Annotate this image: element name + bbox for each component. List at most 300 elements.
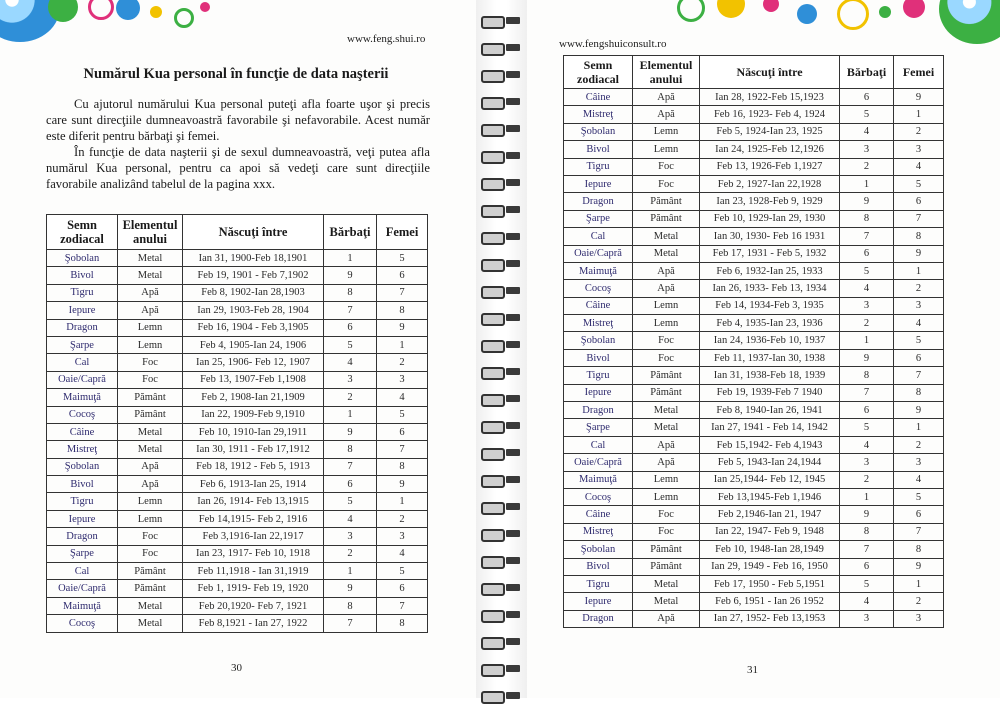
table-row	[47, 406, 428, 423]
cell-men: 7	[840, 541, 894, 558]
table-row	[47, 510, 428, 527]
cell-women: 9	[894, 558, 944, 575]
cell-women: 5	[377, 250, 428, 267]
cell-sign: Dragon	[564, 193, 633, 210]
cell-men: 6	[840, 558, 894, 575]
binding-coil	[478, 689, 524, 703]
cell-born: Feb 15,1942- Feb 4,1943	[700, 436, 840, 453]
cell-element: Metal	[633, 575, 700, 592]
cell-men: 4	[840, 280, 894, 297]
cell-men: 9	[324, 580, 377, 597]
cell-element: Lemn	[118, 336, 183, 353]
cell-women: 5	[377, 563, 428, 580]
cell-element: Lemn	[633, 297, 700, 314]
cell-born: Feb 14, 1934-Feb 3, 1935	[700, 297, 840, 314]
cell-element: Foc	[633, 332, 700, 349]
binding-coil	[478, 284, 524, 298]
cell-element: Pământ	[633, 193, 700, 210]
binding-coil	[478, 419, 524, 433]
cell-sign: Tigru	[47, 493, 118, 510]
binding-coil	[478, 14, 524, 28]
binding-coil	[478, 662, 524, 676]
cell-element: Lemn	[633, 141, 700, 158]
cell-sign: Cocoş	[564, 488, 633, 505]
table-row	[564, 436, 944, 453]
cell-sign: Şarpe	[47, 545, 118, 562]
cell-sign: Cal	[47, 563, 118, 580]
cell-women: 1	[894, 419, 944, 436]
cell-element: Metal	[118, 615, 183, 632]
header-born: Născuţi între	[183, 215, 324, 250]
cell-born: Feb 5, 1943-Ian 24,1944	[700, 454, 840, 471]
table-row	[564, 506, 944, 523]
cell-sign: Iepure	[564, 175, 633, 192]
cell-born: Feb 8, 1940-Ian 26, 1941	[700, 402, 840, 419]
cell-men: 1	[324, 563, 377, 580]
table-row	[564, 123, 944, 140]
table-row	[47, 389, 428, 406]
cell-men: 6	[840, 89, 894, 106]
header-men: Bărbaţi	[324, 215, 377, 250]
cell-born: Feb 17, 1950 - Feb 5,1951	[700, 575, 840, 592]
table-row	[47, 528, 428, 545]
cell-born: Ian 27, 1941 - Feb 14, 1942	[700, 419, 840, 436]
cell-women: 8	[894, 541, 944, 558]
cell-women: 8	[894, 384, 944, 401]
cell-sign: Câine	[564, 297, 633, 314]
table-row	[47, 615, 428, 632]
cell-born: Ian 26, 1933- Feb 13, 1934	[700, 280, 840, 297]
table-row	[564, 280, 944, 297]
cell-sign: Mistreţ	[47, 441, 118, 458]
decorative-bubble	[174, 8, 194, 28]
page-number: 31	[747, 664, 758, 676]
cell-women: 9	[377, 319, 428, 336]
cell-element: Metal	[118, 250, 183, 267]
cell-women: 6	[894, 349, 944, 366]
binding-coil	[478, 311, 524, 325]
cell-born: Feb 3,1916-Ian 22,1917	[183, 528, 324, 545]
cell-sign: Maimuţă	[564, 471, 633, 488]
cell-element: Pământ	[633, 384, 700, 401]
cell-born: Feb 13,1945-Feb 1,1946	[700, 488, 840, 505]
cell-element: Foc	[118, 528, 183, 545]
cell-sign: Dragon	[564, 402, 633, 419]
binding-coil	[478, 365, 524, 379]
decorative-bubble	[939, 0, 1000, 44]
table-row	[47, 371, 428, 388]
table-header-row	[47, 215, 428, 250]
cell-element: Lemn	[633, 488, 700, 505]
decorative-bubble	[903, 0, 925, 18]
table-row	[564, 488, 944, 505]
cell-sign: Cal	[564, 436, 633, 453]
table-row	[564, 454, 944, 471]
binding-coil	[478, 230, 524, 244]
cell-born: Feb 13, 1907-Feb 1,1908	[183, 371, 324, 388]
cell-women: 2	[894, 436, 944, 453]
cell-sign: Cocoş	[564, 280, 633, 297]
header-sign: Semn zodiacal	[47, 215, 118, 250]
cell-women: 1	[894, 106, 944, 123]
table-row	[564, 541, 944, 558]
cell-sign: Şobolan	[564, 332, 633, 349]
cell-women: 2	[377, 354, 428, 371]
header-element: Elementul anului	[118, 215, 183, 250]
cell-born: Ian 29, 1949 - Feb 16, 1950	[700, 558, 840, 575]
cell-born: Feb 19, 1901 - Feb 7,1902	[183, 267, 324, 284]
table-row	[47, 580, 428, 597]
cell-men: 6	[840, 245, 894, 262]
cell-women: 3	[894, 454, 944, 471]
cell-born: Feb 11, 1937-Ian 30, 1938	[700, 349, 840, 366]
cell-born: Feb 10, 1948-Ian 28,1949	[700, 541, 840, 558]
cell-element: Metal	[118, 267, 183, 284]
cell-born: Ian 23, 1928-Feb 9, 1929	[700, 193, 840, 210]
cell-element: Lemn	[633, 123, 700, 140]
cell-born: Ian 25, 1906- Feb 12, 1907	[183, 354, 324, 371]
cell-men: 7	[840, 384, 894, 401]
cell-women: 5	[894, 332, 944, 349]
decorative-bubble	[116, 0, 140, 20]
cell-sign: Bivol	[564, 349, 633, 366]
cell-sign: Cal	[564, 228, 633, 245]
cell-sign: Oaie/Capră	[564, 245, 633, 262]
cell-women: 7	[894, 367, 944, 384]
cell-women: 8	[377, 615, 428, 632]
cell-men: 4	[324, 510, 377, 527]
cell-men: 3	[840, 141, 894, 158]
cell-men: 1	[840, 332, 894, 349]
table-row	[564, 175, 944, 192]
table-row	[564, 523, 944, 540]
cell-women: 6	[377, 580, 428, 597]
cell-women: 4	[894, 158, 944, 175]
cell-men: 2	[324, 389, 377, 406]
cell-women: 6	[377, 267, 428, 284]
table-body	[47, 250, 428, 633]
table-row	[47, 267, 428, 284]
cell-women: 8	[377, 458, 428, 475]
cell-sign: Câine	[47, 423, 118, 440]
cell-men: 1	[840, 175, 894, 192]
table-row	[564, 141, 944, 158]
cell-women: 9	[894, 245, 944, 262]
cell-women: 7	[377, 441, 428, 458]
page-url: www.fengshuiconsult.ro	[559, 38, 667, 50]
cell-sign: Mistreţ	[564, 106, 633, 123]
cell-women: 8	[377, 302, 428, 319]
cell-born: Feb 2,1946-Ian 21, 1947	[700, 506, 840, 523]
cell-sign: Câine	[564, 506, 633, 523]
left-page	[0, 0, 476, 698]
cell-element: Lemn	[118, 510, 183, 527]
cell-women: 9	[894, 89, 944, 106]
cell-sign: Mistreţ	[564, 523, 633, 540]
table-row	[47, 441, 428, 458]
cell-born: Feb 2, 1908-Ian 21,1909	[183, 389, 324, 406]
cell-element: Pământ	[633, 210, 700, 227]
header-women: Femei	[377, 215, 428, 250]
cell-sign: Şarpe	[47, 336, 118, 353]
cell-men: 6	[324, 476, 377, 493]
cell-born: Feb 6, 1913-Ian 25, 1914	[183, 476, 324, 493]
cell-born: Ian 28, 1922-Feb 15,1923	[700, 89, 840, 106]
table-row	[564, 228, 944, 245]
cell-element: Lemn	[633, 471, 700, 488]
decorative-bubble	[150, 6, 162, 18]
table-row	[47, 563, 428, 580]
table-row	[47, 545, 428, 562]
cell-born: Feb 10, 1929-Ian 29, 1930	[700, 210, 840, 227]
cell-element: Apă	[633, 610, 700, 627]
table-row	[564, 558, 944, 575]
binding-coil	[478, 41, 524, 55]
cell-element: Lemn	[118, 493, 183, 510]
cell-men: 1	[324, 406, 377, 423]
binding-coil	[478, 338, 524, 352]
cell-women: 5	[894, 175, 944, 192]
table-row	[564, 384, 944, 401]
cell-element: Pământ	[633, 558, 700, 575]
cell-women: 9	[377, 476, 428, 493]
binding-coil	[478, 554, 524, 568]
table-row	[564, 89, 944, 106]
cell-men: 8	[324, 597, 377, 614]
cell-element: Apă	[118, 476, 183, 493]
header-sign: Semn zodiacal	[564, 56, 633, 89]
table-row	[47, 250, 428, 267]
header-born: Născuţi între	[700, 56, 840, 89]
cell-sign: Tigru	[564, 575, 633, 592]
cell-born: Ian 25,1944- Feb 12, 1945	[700, 471, 840, 488]
cell-born: Ian 30, 1930- Feb 16 1931	[700, 228, 840, 245]
table-row	[47, 354, 428, 371]
cell-element: Lemn	[633, 315, 700, 332]
cell-men: 9	[324, 423, 377, 440]
spiral-binding	[476, 0, 527, 698]
cell-sign: Şobolan	[564, 123, 633, 140]
cell-men: 2	[324, 545, 377, 562]
cell-sign: Iepure	[47, 510, 118, 527]
cell-element: Metal	[118, 441, 183, 458]
cell-men: 8	[840, 523, 894, 540]
table-row	[564, 349, 944, 366]
cell-men: 8	[324, 441, 377, 458]
binding-coil	[478, 203, 524, 217]
binding-coil	[478, 473, 524, 487]
cell-sign: Dragon	[47, 319, 118, 336]
cell-sign: Dragon	[564, 610, 633, 627]
cell-sign: Cocoş	[47, 615, 118, 632]
cell-element: Foc	[118, 354, 183, 371]
binding-coil	[478, 122, 524, 136]
cell-element: Apă	[118, 302, 183, 319]
binding-coil	[478, 95, 524, 109]
cell-men: 2	[840, 158, 894, 175]
cell-men: 7	[840, 228, 894, 245]
cell-element: Metal	[633, 593, 700, 610]
page-url: www.feng.shui.ro	[347, 33, 426, 45]
cell-women: 6	[894, 193, 944, 210]
cell-men: 9	[324, 267, 377, 284]
cell-men: 5	[840, 106, 894, 123]
cell-women: 5	[377, 406, 428, 423]
cell-sign: Şobolan	[47, 458, 118, 475]
table-row	[47, 493, 428, 510]
cell-element: Metal	[118, 597, 183, 614]
cell-men: 1	[840, 488, 894, 505]
cell-men: 3	[324, 371, 377, 388]
cell-women: 4	[894, 315, 944, 332]
cell-element: Foc	[118, 371, 183, 388]
cell-element: Foc	[633, 506, 700, 523]
table-row	[564, 402, 944, 419]
table-row	[47, 597, 428, 614]
cell-sign: Bivol	[564, 141, 633, 158]
binding-coil	[478, 392, 524, 406]
cell-element: Foc	[633, 523, 700, 540]
cell-sign: Şarpe	[564, 419, 633, 436]
table-body	[564, 89, 944, 628]
table-row	[564, 575, 944, 592]
cell-men: 7	[324, 615, 377, 632]
cell-sign: Oaie/Capră	[47, 371, 118, 388]
cell-women: 7	[377, 284, 428, 301]
table-row	[564, 210, 944, 227]
cell-born: Ian 29, 1903-Feb 28, 1904	[183, 302, 324, 319]
cell-men: 9	[840, 349, 894, 366]
cell-men: 1	[324, 250, 377, 267]
table-row	[564, 610, 944, 627]
cell-sign: Iepure	[564, 384, 633, 401]
cell-element: Pământ	[118, 406, 183, 423]
cell-women: 3	[894, 610, 944, 627]
cell-born: Feb 16, 1923- Feb 4, 1924	[700, 106, 840, 123]
decorative-bubble	[837, 0, 869, 30]
table-row	[564, 419, 944, 436]
cell-born: Ian 24, 1925-Feb 12,1926	[700, 141, 840, 158]
binding-coil	[478, 581, 524, 595]
cell-born: Feb 8, 1902-Ian 28,1903	[183, 284, 324, 301]
cell-sign: Maimuţă	[47, 389, 118, 406]
cell-women: 7	[894, 523, 944, 540]
cell-born: Feb 6, 1932-Ian 25, 1933	[700, 262, 840, 279]
cell-born: Feb 8,1921 - Ian 27, 1922	[183, 615, 324, 632]
cell-women: 2	[894, 123, 944, 140]
cell-women: 3	[377, 528, 428, 545]
cell-born: Feb 13, 1926-Feb 1,1927	[700, 158, 840, 175]
cell-men: 5	[840, 419, 894, 436]
cell-sign: Iepure	[564, 593, 633, 610]
cell-element: Foc	[118, 545, 183, 562]
cell-women: 6	[377, 423, 428, 440]
cell-born: Feb 18, 1912 - Feb 5, 1913	[183, 458, 324, 475]
cell-women: 3	[894, 297, 944, 314]
cell-born: Ian 27, 1952- Feb 13,1953	[700, 610, 840, 627]
decorative-bubble	[677, 0, 705, 22]
table-row	[564, 245, 944, 262]
intro-paragraph: Cu ajutorul numărului Kua personal puteţi afla foarte uşor şi precis care sunt direcţiile dumneavoastră favorabile şi nefavorabile. Acest număr este diferit pentru bărbaţi şi femei.	[46, 97, 430, 143]
cell-born: Feb 4, 1935-Ian 23, 1936	[700, 315, 840, 332]
cell-men: 8	[324, 284, 377, 301]
cell-element: Pământ	[118, 389, 183, 406]
cell-sign: Oaie/Capră	[47, 580, 118, 597]
header-men: Bărbaţi	[840, 56, 894, 89]
decorative-bubble	[200, 2, 210, 12]
header-women: Femei	[894, 56, 944, 89]
cell-element: Pământ	[118, 563, 183, 580]
cell-men: 5	[840, 262, 894, 279]
cell-sign: Mistreţ	[564, 315, 633, 332]
cell-men: 4	[324, 354, 377, 371]
cell-women: 4	[894, 471, 944, 488]
cell-men: 3	[324, 528, 377, 545]
table-row	[47, 423, 428, 440]
intro-paragraph: În funcţie de data naşterii şi de sexul dumneavoastră, veţi putea afla numărul Kua personal, pentru ca apoi să vedeţi care sunt direcţiile favorabile analizând tabelul de la pagina xxx.	[46, 145, 430, 191]
cell-born: Feb 20,1920- Feb 7, 1921	[183, 597, 324, 614]
cell-sign: Bivol	[47, 476, 118, 493]
decorative-bubble	[88, 0, 114, 20]
cell-women: 4	[377, 389, 428, 406]
cell-sign: Şarpe	[564, 210, 633, 227]
cell-born: Feb 17, 1931 - Feb 5, 1932	[700, 245, 840, 262]
cell-sign: Bivol	[47, 267, 118, 284]
cell-women: 2	[377, 510, 428, 527]
cell-born: Ian 26, 1914- Feb 13,1915	[183, 493, 324, 510]
cell-men: 5	[324, 336, 377, 353]
table-row	[564, 297, 944, 314]
cell-born: Ian 22, 1909-Feb 9,1910	[183, 406, 324, 423]
cell-element: Apă	[118, 458, 183, 475]
cell-women: 1	[377, 336, 428, 353]
cell-born: Feb 19, 1939-Feb 7 1940	[700, 384, 840, 401]
cell-element: Apă	[633, 106, 700, 123]
binding-coil	[478, 527, 524, 541]
cell-element: Lemn	[118, 319, 183, 336]
cell-sign: Dragon	[47, 528, 118, 545]
cell-born: Feb 16, 1904 - Feb 3,1905	[183, 319, 324, 336]
cell-sign: Maimuţă	[564, 262, 633, 279]
cell-element: Apă	[633, 454, 700, 471]
table-row	[47, 336, 428, 353]
binding-coil	[478, 68, 524, 82]
cell-born: Ian 30, 1911 - Feb 17,1912	[183, 441, 324, 458]
cell-born: Feb 10, 1910-Ian 29,1911	[183, 423, 324, 440]
table-row	[564, 593, 944, 610]
cell-sign: Iepure	[47, 302, 118, 319]
decorative-bubble	[717, 0, 745, 18]
cell-men: 7	[324, 458, 377, 475]
cell-men: 3	[840, 454, 894, 471]
table-row	[564, 471, 944, 488]
table-row	[47, 302, 428, 319]
table-row	[47, 284, 428, 301]
cell-born: Ian 23, 1917- Feb 10, 1918	[183, 545, 324, 562]
header-element: Elementul anului	[633, 56, 700, 89]
binding-coil	[478, 608, 524, 622]
cell-men: 9	[840, 506, 894, 523]
cell-men: 5	[840, 575, 894, 592]
cell-sign: Şobolan	[47, 250, 118, 267]
cell-men: 9	[840, 193, 894, 210]
table-row	[47, 319, 428, 336]
cell-women: 9	[894, 402, 944, 419]
page-title: Numărul Kua personal în funcţie de data naşterii	[83, 66, 389, 82]
cell-women: 2	[894, 280, 944, 297]
decorative-bubble	[797, 4, 817, 24]
table-row	[564, 158, 944, 175]
